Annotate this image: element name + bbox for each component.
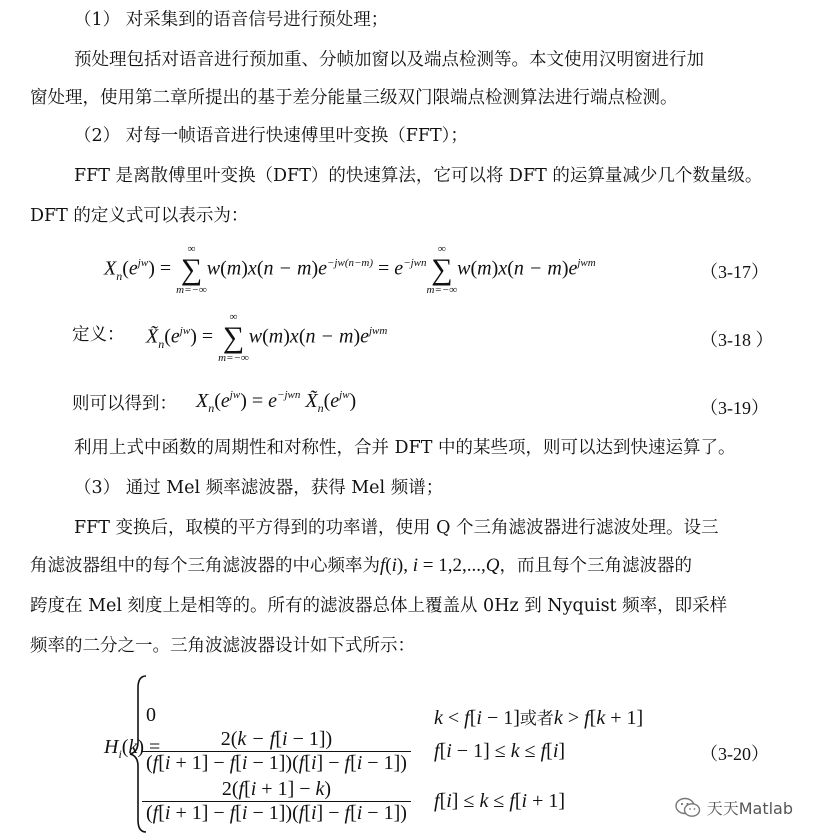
paragraph-line: 频率的二分之一。三角波滤波器设计如下式所示： xyxy=(30,636,415,656)
paragraph-line xyxy=(30,554,692,578)
text-segment: 角滤波器组中的每个三角滤波器的中心频率为 xyxy=(30,556,380,576)
case-2-value: $\frac{2(k - f[i - 1])}{(f[i + 1] - f[i - 1])(f[i] - f[i - 1])}$ xyxy=(142,728,411,775)
text-segment: ，而且每个三角滤波器的 xyxy=(499,556,692,576)
equation-3-19: $X_n(e^{jw}) = e^{-jwn}$ $X̃_n(e^{jw})$ xyxy=(196,389,357,415)
wechat-icon xyxy=(675,797,701,819)
paragraph-line: FFT 变换后，取模的平方得到的功率谱，使用 Q 个三角滤波器进行滤波处理。设三 xyxy=(74,518,719,538)
equation-number: （3-19） xyxy=(700,398,769,418)
equation-number: （3-17） xyxy=(700,262,769,282)
equation-lhs: $H_i(k)$ = xyxy=(104,736,161,761)
paragraph-line: 利用上式中函数的周期性和对称性，合并 DFT 中的某些项，则可以达到快速运算了。 xyxy=(74,438,736,458)
equation-number: （3-20） xyxy=(700,744,769,764)
definition-label: 定义： xyxy=(72,325,125,345)
paragraph-line: 预处理包括对语音进行预加重、分帧加窗以及端点检测等。本文使用汉明窗进行加 xyxy=(74,50,704,70)
case-3-value: $\frac{2(f[i + 1] - k)}{(f[i + 1] - f[i - 1])(f[i] - f[i - 1])}$ xyxy=(142,778,411,825)
watermark-text: 天天Matlab xyxy=(706,799,793,818)
paragraph-line: 窗处理，使用第二章所提出的基于差分能量三级双门限端点检测算法进行端点检测。 xyxy=(30,88,678,108)
paragraph-line: 跨度在 Mel 刻度上是相等的。所有的滤波器总体上覆盖从 0Hz 到 Nyquist 频率，即采样 xyxy=(30,596,728,616)
case-1-condition: k < f[i − 1]或者k > f[k + 1] xyxy=(434,707,644,729)
step-2-heading: （2） 对每一帧语音进行快速傅里叶变换（FFT）； xyxy=(74,126,468,146)
paragraph-line: DFT 的定义式可以表示为： xyxy=(30,206,249,226)
watermark xyxy=(675,796,793,819)
equation-number: （3-18 ） xyxy=(700,330,774,350)
equation-3-18: $X̃_n(e^{jw})$ = ∞ ∑ m=−∞ $w(m)x(n - m)e^{jwm}$ xyxy=(146,311,388,364)
result-label: 则可以得到： xyxy=(72,394,177,414)
paragraph-line: FFT 是离散傅里叶变换（DFT）的快速算法，它可以将 DFT 的运算量减少几个数量级。 xyxy=(74,166,763,186)
step-3-heading: （3） 通过 Mel 频率滤波器，获得 Mel 频谱； xyxy=(74,478,444,498)
case-3-condition: f[i] ≤ k ≤ f[i + 1] xyxy=(434,790,566,812)
or-word: 或者 xyxy=(519,709,554,729)
center-frequency-formula: f(i), i = 1,2,...,Q xyxy=(380,555,500,576)
equation-3-17: $X_n(e^{jw})$ = ∞ ∑ m=−∞ $w(m)x(n - m)e^{-jw(n-m)} = e^{-jwn}$ ∞ ∑ m=−∞ $w(m)x(n - m)e^{jwm}$ xyxy=(104,243,596,296)
case-1-value: 0 xyxy=(146,704,156,726)
step-1-heading: （1） 对采集到的语音信号进行预处理； xyxy=(74,10,389,30)
case-2-condition: f[i − 1] ≤ k ≤ f[i] xyxy=(434,740,566,762)
